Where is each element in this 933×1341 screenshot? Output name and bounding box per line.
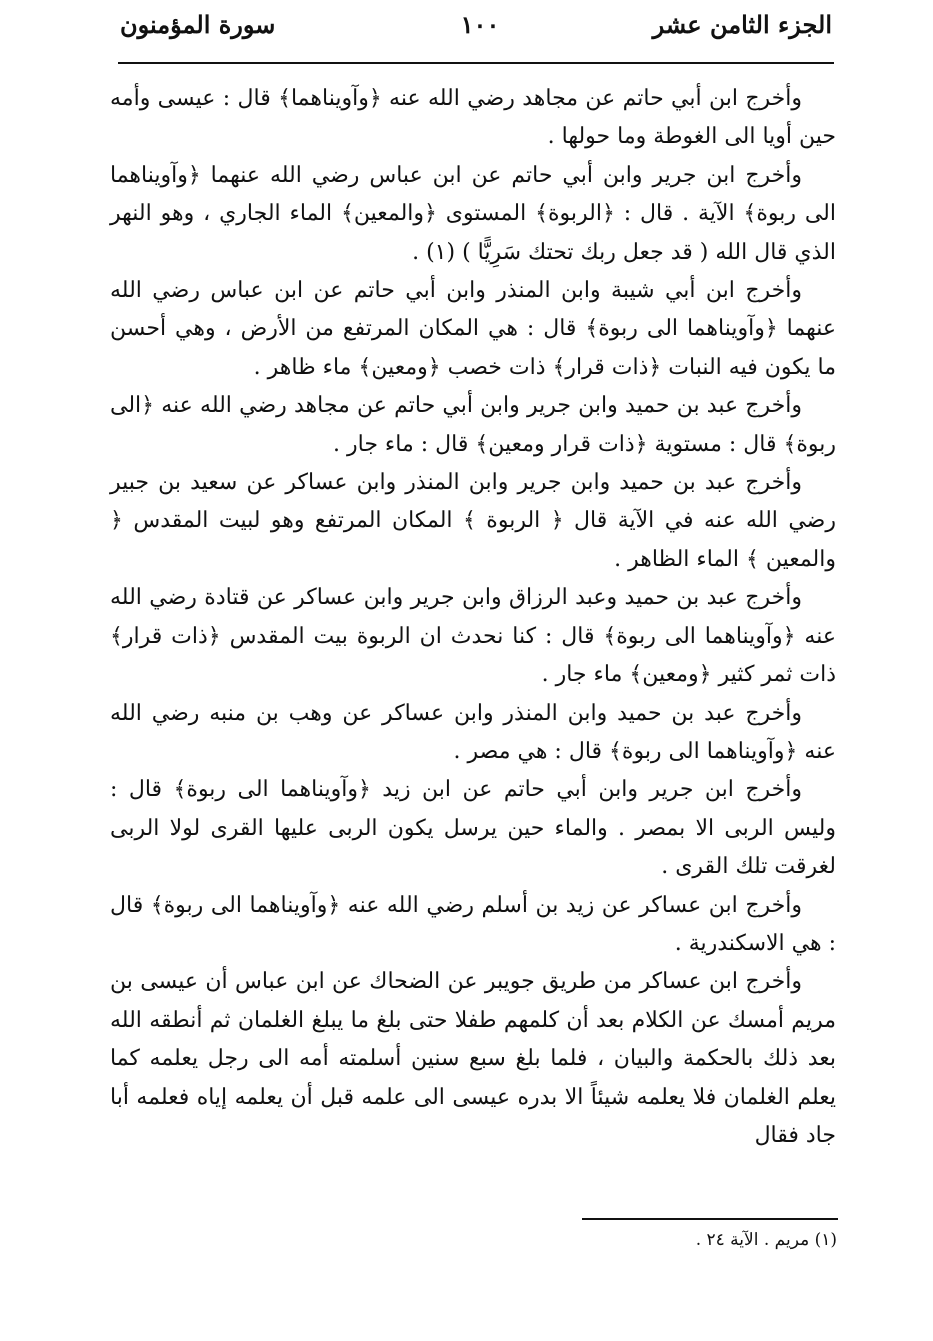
paragraph-7: وأخرج عبد بن حميد وابن المنذر وابن عساكر عن وهب بن منبه رضي الله عنه ﴿وآويناهما الى ربوة﴾ قال : هي مصر . (110, 700, 836, 764)
paragraph-10: وأخرج ابن عساكر من طريق جويبر عن الضحاك عن ابن عباس أن عيسى بن مريم أمسك عن الكلام بعد أن كلمهم طفلا حتى بلغ ما يبلغ الغلمان ثم أنطقه الله بعد ذلك بالحكمة والبيان ، فلما بلغ سبع سنين أسلمته أمه الى رجل يعلمه كما يعلم الغلمان فلا يعلمه شيئاً الا بدره عيسى الى علمه قبل أن يعلمه إياه فعلمه أبا جاد فقال (110, 969, 836, 1148)
juz-title: الجزء الثامن عشر (652, 10, 832, 39)
paragraph-3: وأخرج ابن أبي شيبة وابن المنذر وابن أبي حاتم عن ابن عباس رضي الله عنهما ﴿وآويناهما الى ربوة﴾ قال : هي المكان المرتفع من الأرض ، وهي أحسن ما يكون فيه النبات ﴿ذات قرار﴾ ذات خصب ﴿ومعين﴾ ماء ظاهر . (110, 278, 836, 380)
footnote: (١) مريم . الآية ٢٤ . (695, 1230, 837, 1250)
running-header (110, 6, 832, 46)
surah-title: سورة المؤمنون (120, 10, 276, 39)
header-rule (118, 62, 834, 64)
paragraph-5: وأخرج عبد بن حميد وابن جرير وابن المنذر وابن عساكر عن سعيد بن جبير رضي الله عنه في الآية قال ﴿ الربوة ﴾ المكان المرتفع وهو لبيت المقدس ﴿ والمعين ﴾ الماء الظاهر . (110, 470, 836, 572)
footnote-rule (582, 1218, 838, 1220)
main-text (110, 80, 836, 1155)
paragraph-6: وأخرج عبد بن حميد وعبد الرزاق وابن جرير وابن عساكر عن قتادة رضي الله عنه ﴿وآويناهما الى ربوة﴾ قال : كنا نحدث ان الربوة بيت المقدس ﴿ذات قرار﴾ ذات ثمر كثير ﴿ومعين﴾ ماء جار . (110, 585, 836, 688)
page-number: ١٠٠ (460, 10, 500, 39)
paragraph-1: وأخرج ابن أبي حاتم عن مجاهد رضي الله عنه ﴿وآويناهما﴾ قال : عيسى وأمه حين أويا الى الغوطة وما حولها . (110, 86, 836, 150)
paragraph-8: وأخرج ابن جرير وابن أبي حاتم عن ابن زيد ﴿وآويناهما الى ربوة﴾ قال : وليس الربى الا بمصر . والماء حين يرسل يكون الربى عليها القرى لولا الربى لغرقت تلك القرى . (110, 777, 836, 880)
paragraph-9: وأخرج ابن عساكر عن زيد بن أسلم رضي الله عنه ﴿وآويناهما الى ربوة﴾ قال : هي الاسكندرية . (110, 892, 836, 956)
paragraph-2: وأخرج ابن جرير وابن أبي حاتم عن ابن عباس رضي الله عنهما ﴿وآويناهما الى ربوة﴾ الآية . قال : ﴿الربوة﴾ المستوى ﴿والمعين﴾ الماء الجاري ، وهو النهر الذي قال الله ( قد جعل ربك تحتك سَرِيًّا ) (١) . (110, 162, 836, 265)
paragraph-4: وأخرج عبد بن حميد وابن جرير وابن أبي حاتم عن مجاهد رضي الله عنه ﴿الى ربوة﴾ قال : مستوية ﴿ذات قرار ومعين﴾ قال : ماء جار . (110, 393, 836, 457)
